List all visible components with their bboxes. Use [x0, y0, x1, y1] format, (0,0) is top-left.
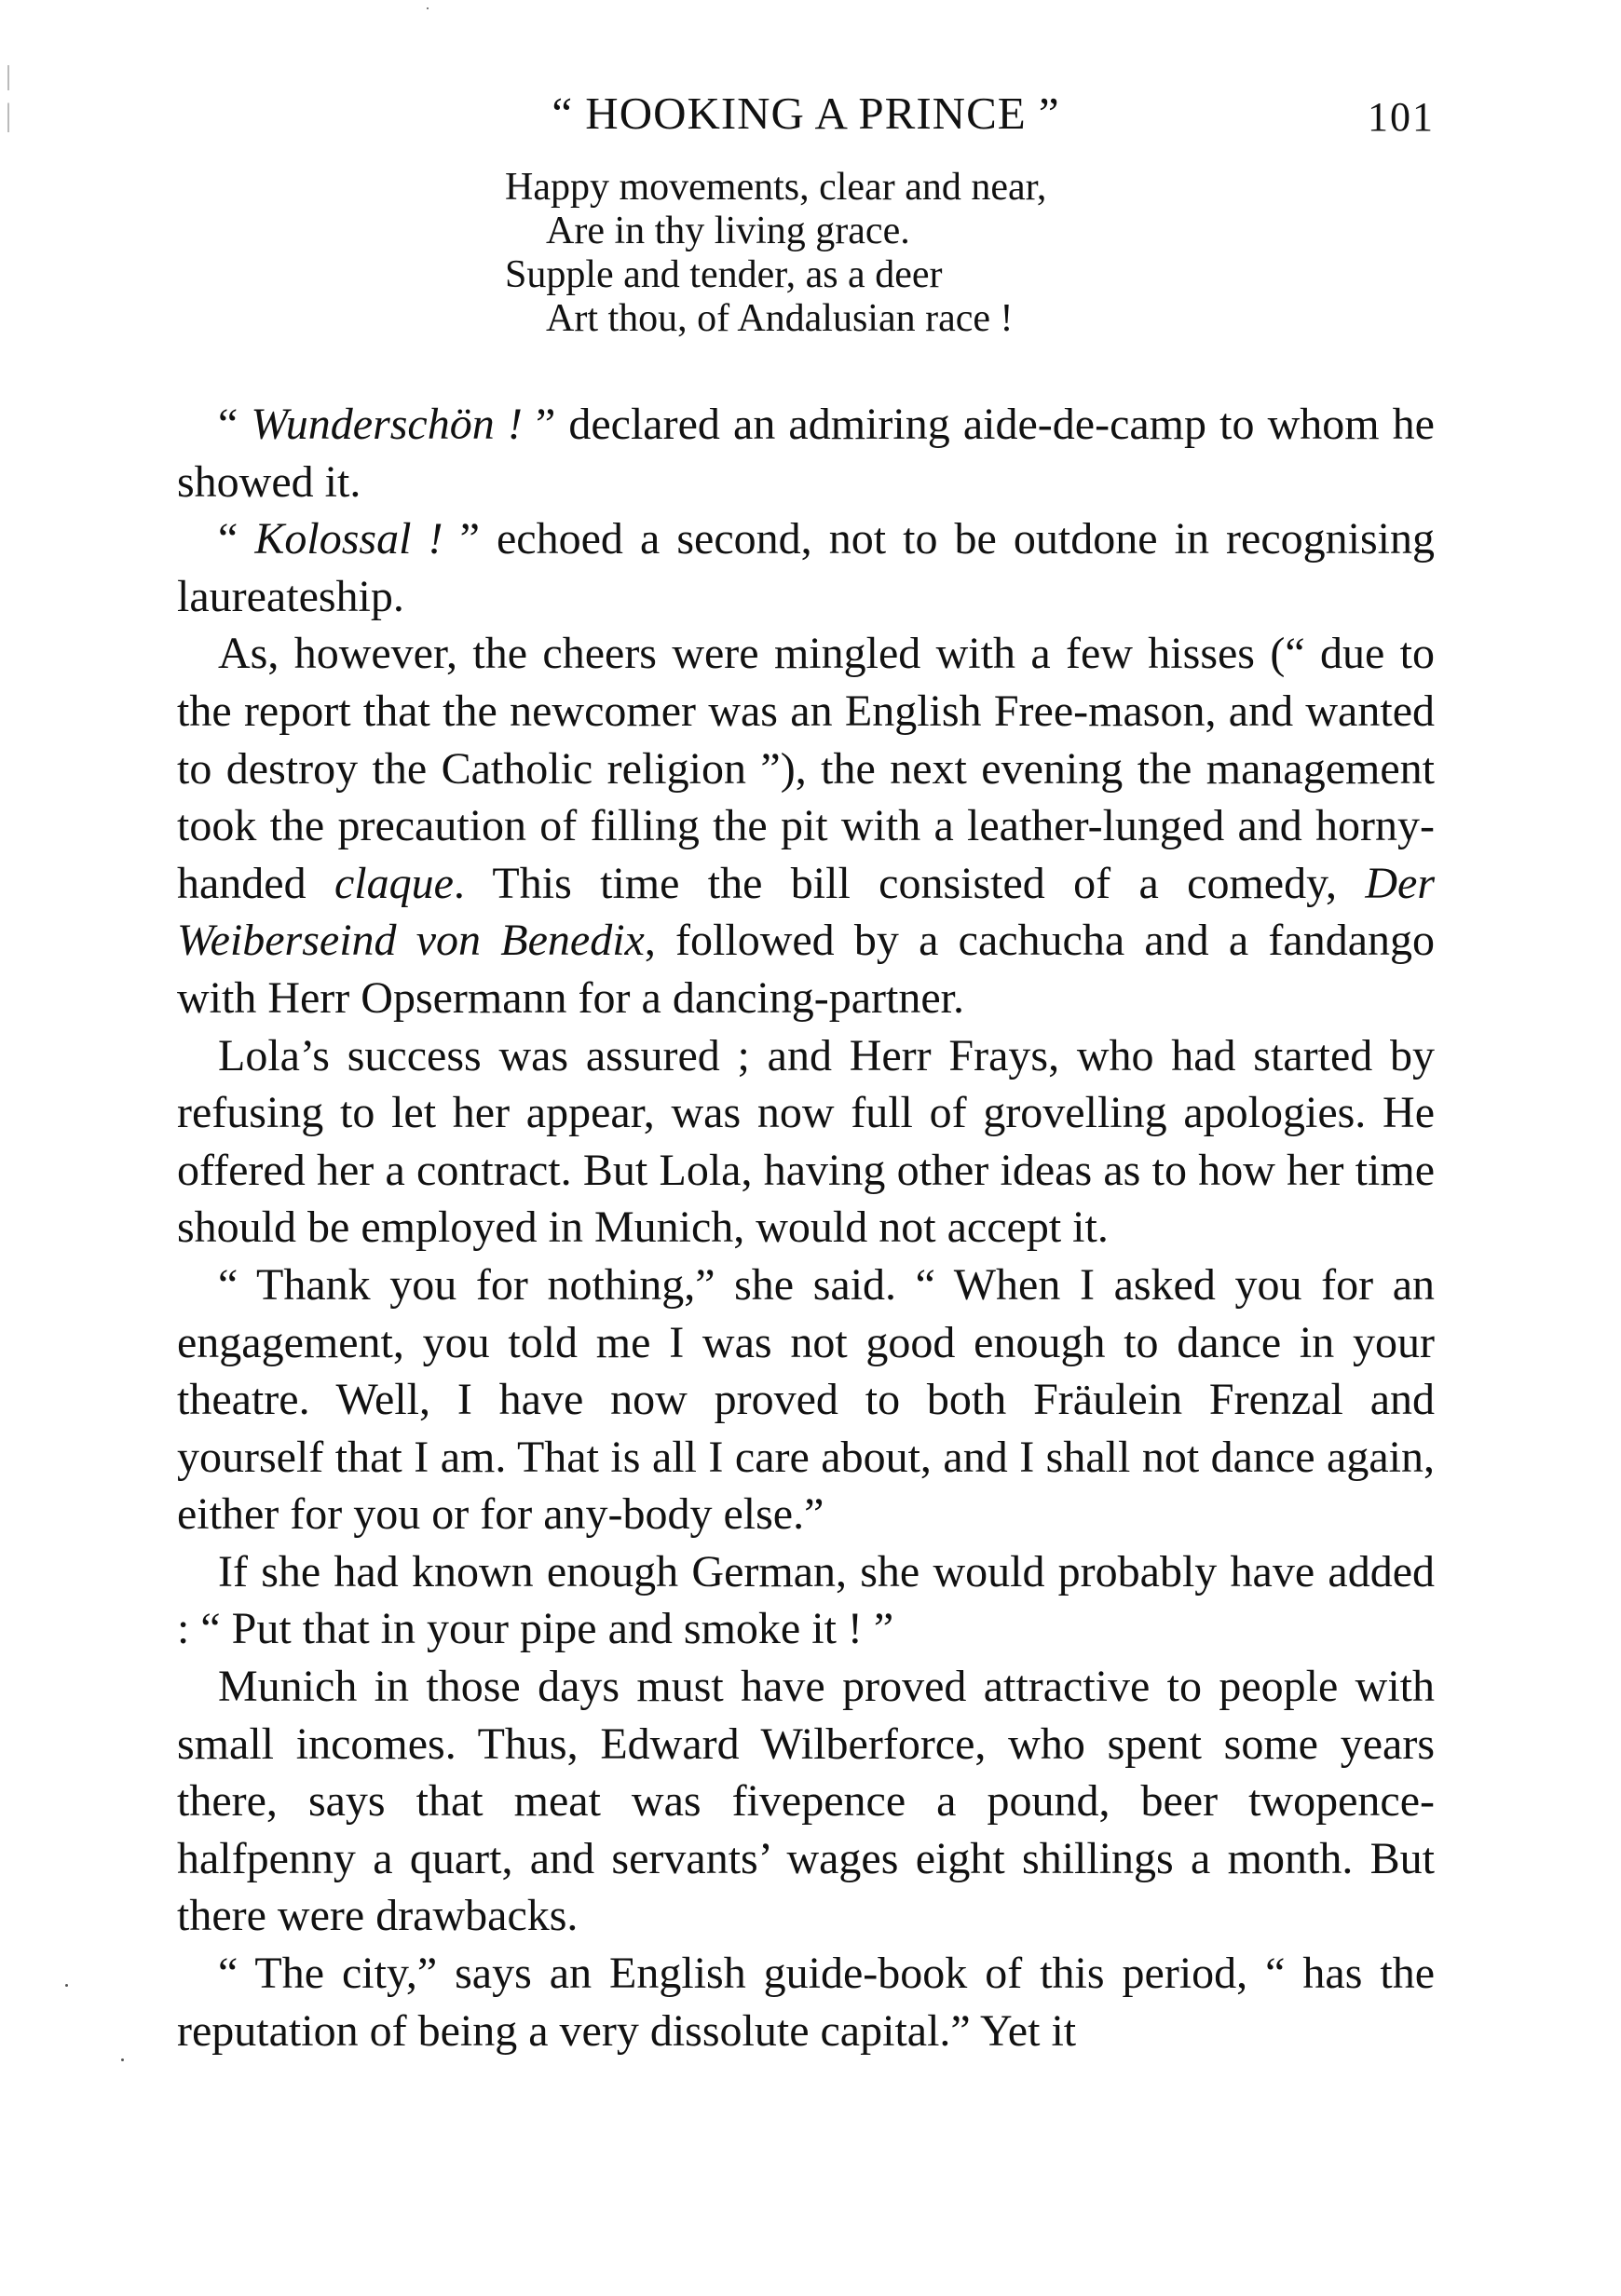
paragraph [177, 625, 1435, 1026]
page-header [177, 86, 1435, 151]
quote-mark: “ [218, 400, 252, 449]
italic-term: claque [334, 858, 454, 908]
verse-stanza [505, 166, 1213, 341]
verse-line: Happy movements, clear and near, [505, 166, 1047, 209]
scan-speck [65, 1984, 68, 1987]
paragraph: Lola’s success was assured ; and Herr Frays, who had started by refusing to let her appear, was now full of grovelling apologies. He offered her a contract. But Lola, having other ideas as to how her time should be employed in Munich, would not accept it. [177, 1030, 1435, 1253]
italic-exclamation: Kolossal ! [254, 514, 443, 564]
verse-line: Art thou, of Andalusian race ! [546, 297, 1014, 340]
margin-scan-mark [7, 65, 9, 149]
paragraph [177, 510, 1435, 625]
paragraph [177, 396, 1435, 510]
paragraph-text: . This time the bill consisted of a comedy, [453, 858, 1366, 908]
paragraph-text: As, however, the cheers were mingled with a few hisses (“ due to the report that the newcomer was an English Free-mason, and wanted to destroy the Catholic religion ”), the next evening the management took the precaution of filling the pit with a leather-lunged and horny-handed [177, 629, 1435, 908]
running-title: “ HOOKING A PRINCE ” [552, 88, 1060, 139]
paragraph-text: , followed by a cachucha and a fandango with Herr Opsermann for a dancing-partner. [177, 916, 1436, 1023]
paragraph-text: ” echoed a second, not to be outdone in recognising laureateship. [177, 514, 1435, 621]
paragraph-text: ” declared an admiring aide-de-camp to whom he showed it. [177, 400, 1435, 507]
verse-line: Supple and tender, as a deer [505, 253, 943, 296]
paragraph: Munich in those days must have proved attractive to people with small incomes. Thus, Edward Wilberforce, who spent some years there, says that meat was fivepence a pound, beer twopence-halfpenny a quart, and servants’ wages eight shillings a month. But there were drawbacks. [177, 1662, 1435, 1941]
body-text [177, 396, 1435, 2059]
page-number: 101 [1368, 94, 1435, 140]
verse-line: Are in thy living grace. [546, 210, 910, 252]
scan-speck [121, 2058, 124, 2061]
quote-mark: “ [218, 514, 255, 564]
paragraph: If she had known enough German, she would probably have added : “ Put that in your pipe and smoke it ! ” [177, 1546, 1435, 1654]
italic-title: Der Weiberseind von Benedix [177, 858, 1435, 966]
italic-exclamation: Wunderschön ! [251, 400, 523, 449]
paragraph: “ Thank you for nothing,” she said. “ When I asked you for an engagement, you told me I was not good enough to dance in your theatre. Well, I have now proved to both Fräulein Frenzal and yourself that I am. That is all I care about, and I shall not dance again, either for you or for any-body else.” [177, 1259, 1435, 1540]
paragraph: “ The city,” says an English guide-book of this period, “ has the reputation of being a very dissolute capital.” Yet it [177, 1949, 1435, 2056]
scan-speck [427, 7, 429, 9]
